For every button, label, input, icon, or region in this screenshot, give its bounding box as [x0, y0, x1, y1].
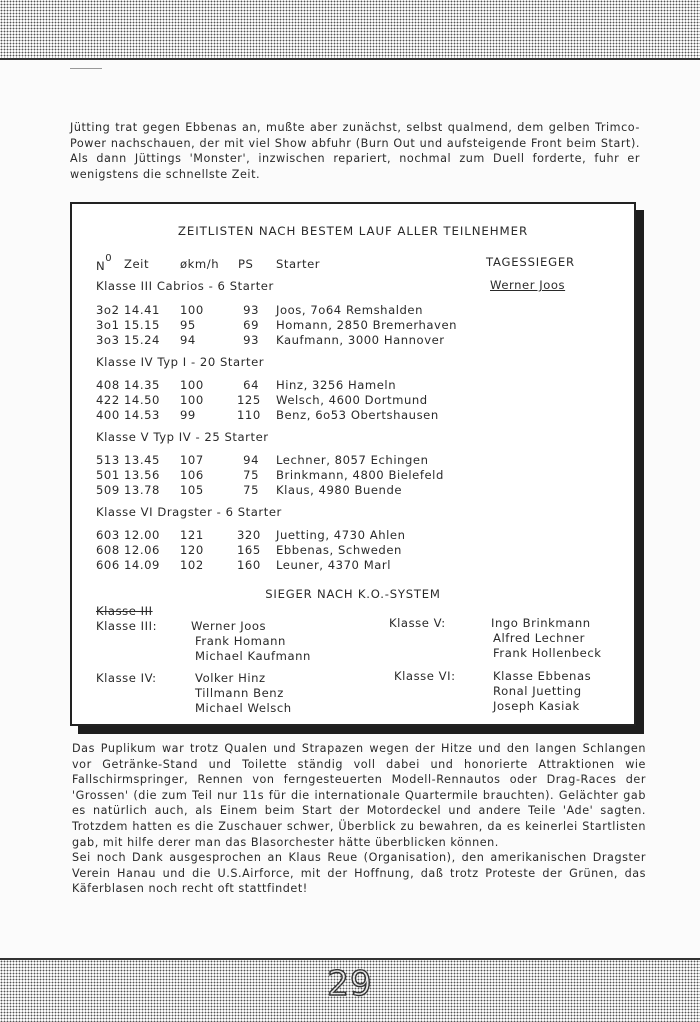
row-ps: 165 [237, 543, 261, 557]
row-no: 400 [96, 408, 120, 422]
class-heading: Klasse III Cabrios - 6 Starter [96, 279, 274, 293]
row-zeit: 12.06 [124, 543, 160, 557]
row-kmh: 100 [180, 393, 204, 407]
row-kmh: 120 [180, 543, 204, 557]
ko-winner: Ingo Brinkmann [491, 616, 591, 630]
row-starter: Benz, 6o53 Obertshausen [276, 408, 439, 422]
top-rule [70, 68, 102, 69]
ko-winner: Tillmann Benz [195, 686, 284, 700]
tagessieger-label: TAGESSIEGER [486, 255, 575, 269]
row-ps: 75 [243, 483, 259, 497]
row-starter: Klaus, 4980 Buende [276, 483, 403, 497]
row-starter: Homann, 2850 Bremerhaven [276, 318, 458, 332]
row-ps: 93 [243, 333, 259, 347]
closing-paragraph: Das Puplikum war trotz Qualen und Strapazen wegen der Hitze und den langen Schlangen vor Getränke-Stand und Toilette ständig voll dabei und honorierte Attraktionen wie Fallschirmspringer, Rennen von ferngesteuerten Modell-Rennautos oder Drag-Races der 'Grossen' (die zum Teil nur 11s für die internationale Quartermile brauchten). Gelächter gab es natürlich auch, als Einem beim Start der Motordeckel und andere Teile 'Ade' sagten. Trotzdem hatten es die Zuschauer schwer, Überblick zu bewahren, da es keinerlei Startlisten gab, mit hilfe derer man das Blasorchester hätte überblicken können. [72, 742, 646, 849]
row-starter: Kaufmann, 3000 Hannover [276, 333, 445, 347]
class-heading: Klasse VI Dragster - 6 Starter [96, 505, 282, 519]
row-kmh: 95 [180, 318, 196, 332]
row-ps: 75 [243, 468, 259, 482]
row-zeit: 13.78 [124, 483, 160, 497]
row-starter: Welsch, 4600 Dortmund [276, 393, 428, 407]
row-kmh: 121 [180, 528, 204, 542]
row-starter: Ebbenas, Schweden [276, 543, 402, 557]
row-kmh: 100 [180, 303, 204, 317]
ko-winner: Volker Hinz [195, 671, 266, 685]
row-ps: 69 [243, 318, 259, 332]
row-zeit: 12.00 [124, 528, 160, 542]
thanks-paragraph: Sei noch Dank ausgesprochen an Klaus Reue (Organisation), den amerikanischen Dragster Verein Hanau und die U.S.Airforce, mit der Hoffnung, daß trotz Proteste der Grünen, das Käferblasen noch recht oft stattfindet! [72, 851, 646, 896]
ko-winner: Michael Kaufmann [195, 649, 311, 663]
row-ps: 93 [243, 303, 259, 317]
intro-paragraph: Jütting trat gegen Ebbenas an, mußte aber zunächst, selbst qualmend, dem gelben Trimco-Power nachschauen, der mit viel Show abfuhr (Burn Out und aufsteigende Front beim Start). Als dann Jüttings 'Monster', inzwischen repariert, nochmal zum Duell forderte, fuhr er wenigstens die schnellste Zeit. [70, 121, 640, 181]
row-zeit: 14.50 [124, 393, 160, 407]
row-no: 513 [96, 453, 120, 467]
ko-winner: Werner Joos [191, 619, 267, 633]
row-no: 422 [96, 393, 120, 407]
row-kmh: 102 [180, 558, 204, 572]
header-ps: PS [238, 257, 254, 271]
row-kmh: 94 [180, 333, 196, 347]
row-kmh: 99 [180, 408, 196, 422]
row-ps: 320 [237, 528, 261, 542]
ko-winner: Joseph Kasiak [493, 699, 580, 713]
ko-winner: Michael Welsch [195, 701, 292, 715]
row-no: 408 [96, 378, 120, 392]
row-zeit: 14.09 [124, 558, 160, 572]
row-zeit: 14.53 [124, 408, 160, 422]
row-zeit: 14.35 [124, 378, 160, 392]
ko-winner: Frank Hollenbeck [493, 646, 602, 660]
row-no: 603 [96, 528, 120, 542]
ko-title: SIEGER NACH K.O.-SYSTEM [265, 587, 441, 601]
row-no: 608 [96, 543, 120, 557]
ko-winner: Klasse Ebbenas [493, 669, 592, 683]
ko-class-label: Klasse VI: [394, 669, 456, 683]
header-no: $N^0$ [96, 253, 113, 273]
row-no: 3o3 [96, 333, 120, 347]
row-kmh: 100 [180, 378, 204, 392]
row-ps: 110 [237, 408, 261, 422]
ko-winner: Frank Homann [195, 634, 286, 648]
header-zeit: Zeit [124, 257, 150, 271]
row-starter: Lechner, 8057 Echingen [276, 453, 429, 467]
row-kmh: 105 [180, 483, 204, 497]
row-zeit: 14.41 [124, 303, 160, 317]
header-kmh: økm/h [180, 257, 220, 271]
row-zeit: 15.15 [124, 318, 160, 332]
header-starter: Starter [276, 257, 321, 271]
row-ps: 94 [243, 453, 259, 467]
row-no: 3o2 [96, 303, 120, 317]
row-ps: 64 [243, 378, 259, 392]
page-number: 29 [327, 964, 373, 1004]
row-starter: Joos, 7o64 Remshalden [276, 303, 423, 317]
row-no: 606 [96, 558, 120, 572]
row-zeit: 13.56 [124, 468, 160, 482]
row-no: 509 [96, 483, 120, 497]
ko-class-label: Klasse III: [96, 619, 158, 633]
top-dotted-band [0, 0, 700, 60]
ko-class-label: Klasse IV: [96, 671, 157, 685]
struck-class-label: Klasse III [96, 604, 153, 618]
row-zeit: 13.45 [124, 453, 160, 467]
row-no: 501 [96, 468, 120, 482]
tagessieger-name: Werner Joos [490, 278, 566, 292]
row-ps: 160 [237, 558, 261, 572]
row-kmh: 107 [180, 453, 204, 467]
results-table [70, 202, 636, 726]
class-heading: Klasse V Typ IV - 25 Starter [96, 430, 269, 444]
row-no: 3o1 [96, 318, 120, 332]
row-starter: Hinz, 3256 Hameln [276, 378, 397, 392]
ko-class-label: Klasse V: [389, 616, 446, 630]
ko-winner: Alfred Lechner [493, 631, 585, 645]
class-heading: Klasse IV Typ I - 20 Starter [96, 355, 265, 369]
row-kmh: 106 [180, 468, 204, 482]
row-ps: 125 [237, 393, 261, 407]
row-starter: Juetting, 4730 Ahlen [276, 528, 406, 542]
row-zeit: 15.24 [124, 333, 160, 347]
row-starter: Brinkmann, 4800 Bielefeld [276, 468, 444, 482]
table-title: ZEITLISTEN NACH BESTEM LAUF ALLER TEILNEHMER [177, 224, 529, 238]
row-starter: Leuner, 4370 Marl [276, 558, 391, 572]
closing-text [72, 741, 646, 897]
ko-winner: Ronal Juetting [493, 684, 582, 698]
